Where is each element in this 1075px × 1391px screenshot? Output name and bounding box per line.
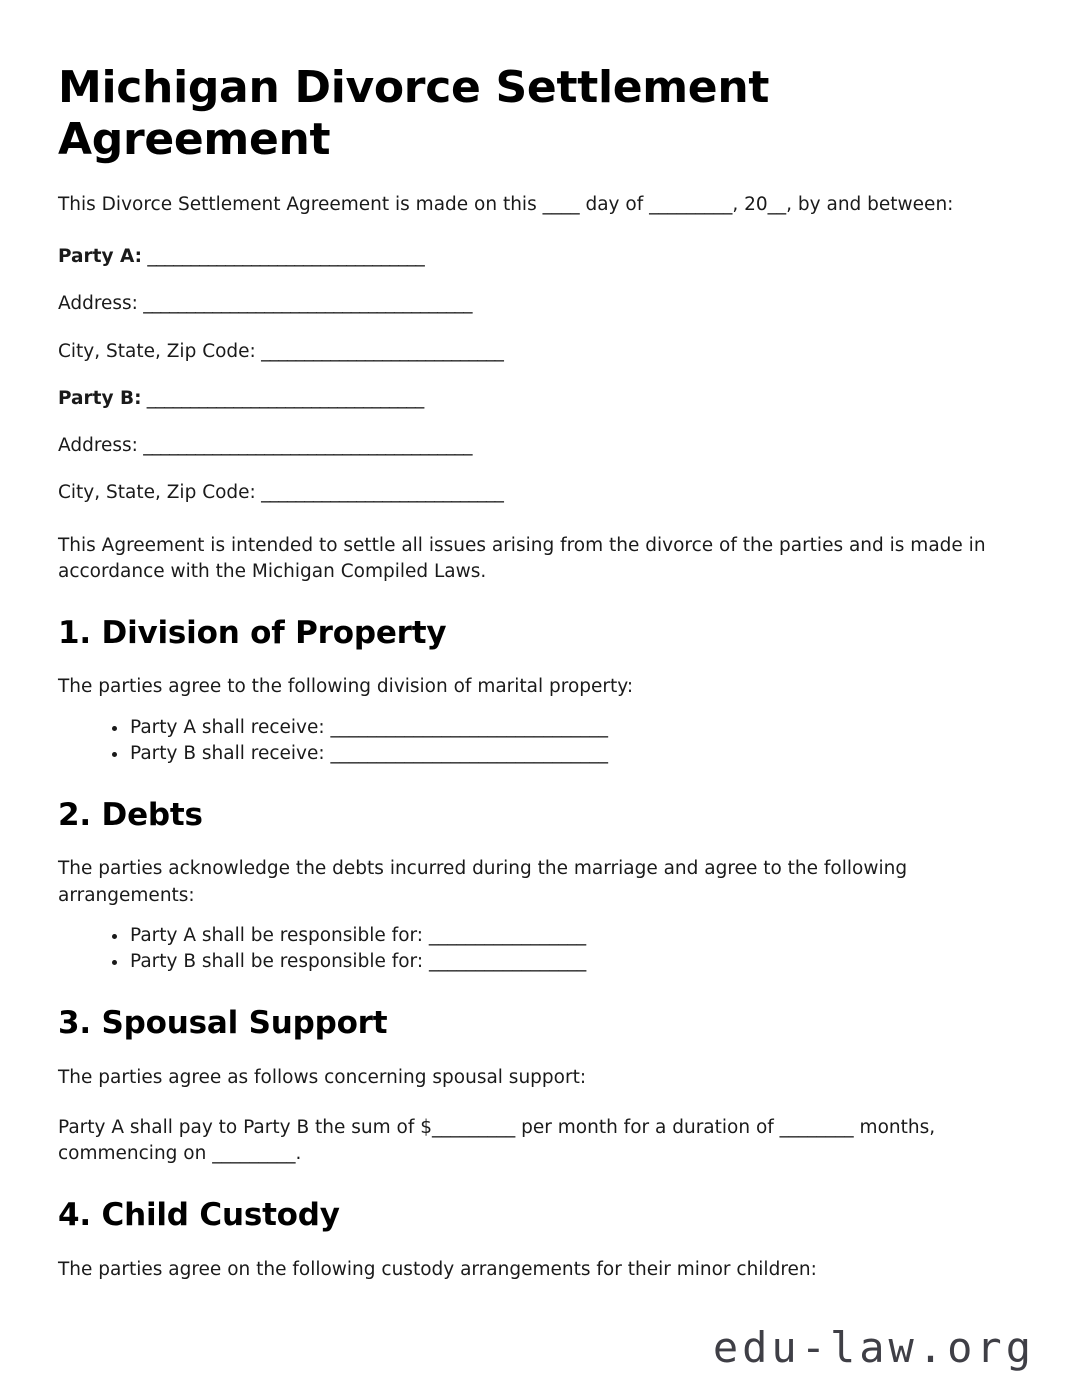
spacer	[58, 585, 1018, 615]
list-item: Party A shall receive: ______________________________	[110, 715, 1018, 741]
field-party-a	[58, 244, 1018, 270]
field-blank: ______________________________________	[137, 435, 472, 457]
spacer	[58, 318, 1018, 339]
spacer	[58, 459, 1018, 480]
watermark-edu-law: edu-law.org	[712, 1323, 1035, 1372]
field-blank: ________________________________	[142, 246, 425, 268]
spacer	[58, 270, 1018, 291]
spacer	[58, 834, 1018, 856]
field-label: Address:	[58, 435, 138, 457]
list-item: Party B shall receive: ______________________________	[110, 741, 1018, 767]
section-3-body: Party A shall pay to Party B the sum of $_________ per month for a duration of ________ months, commencing on _________.	[58, 1116, 936, 1165]
field-label: City, State, Zip Code:	[58, 340, 256, 362]
section-heading-3: 3. Spousal Support	[58, 1005, 388, 1042]
section-heading-1: 1. Division of Property	[58, 615, 447, 652]
spacer	[58, 701, 1018, 715]
field-party-b-city	[58, 480, 1018, 506]
section-heading-2: 2. Debts	[58, 797, 203, 834]
field-blank: ______________________________________	[137, 293, 472, 315]
page-title: Michigan Divorce Settlement Agreement	[58, 62, 770, 165]
intro-paragraph: This Divorce Settlement Agreement is made on this ____ day of _________, 20__, by and between:	[58, 193, 954, 215]
section-2-list	[58, 923, 1018, 976]
field-label: Party B:	[58, 387, 142, 409]
spacer	[58, 1167, 1018, 1197]
section-1-intro: The parties agree to the following division of marital property:	[58, 676, 634, 698]
list-item: Party A shall be responsible for: _________________	[110, 923, 1018, 949]
spacer	[58, 975, 1018, 1005]
document-body	[58, 0, 1018, 1283]
section-2-intro: The parties acknowledge the debts incurred during the marriage and agree to the following arrangements:	[58, 858, 908, 906]
field-blank: ____________________________	[255, 340, 504, 362]
list-item: Party B shall be responsible for: _________________	[110, 949, 1018, 975]
spacer	[58, 166, 1018, 192]
section-heading-4: 4. Child Custody	[58, 1197, 340, 1234]
field-blank: ________________________________	[141, 387, 424, 409]
spacer	[58, 1091, 1018, 1115]
spacer	[58, 412, 1018, 433]
spacer	[58, 507, 1018, 533]
spacer	[58, 218, 1018, 244]
section-1-list	[58, 715, 1018, 768]
spacer	[58, 767, 1018, 797]
field-blank: ____________________________	[255, 482, 504, 504]
field-label: Party A:	[58, 246, 143, 268]
field-party-a-city	[58, 339, 1018, 365]
section-3-intro: The parties agree as follows concerning spousal support:	[58, 1066, 587, 1088]
field-party-b	[58, 386, 1018, 412]
spacer	[58, 365, 1018, 386]
field-party-b-address	[58, 433, 1018, 459]
section-4-intro: The parties agree on the following custody arrangements for their minor children:	[58, 1258, 817, 1280]
spacer	[58, 1043, 1018, 1065]
spacer	[58, 652, 1018, 674]
field-label: Address:	[58, 293, 138, 315]
spacer	[58, 909, 1018, 923]
spacer	[58, 1235, 1018, 1257]
field-party-a-address	[58, 291, 1018, 317]
preamble-paragraph: This Agreement is intended to settle all issues arising from the divorce of the parties and is made in accordance with the Michigan Compiled Laws.	[58, 534, 986, 582]
field-label: City, State, Zip Code:	[58, 482, 256, 504]
